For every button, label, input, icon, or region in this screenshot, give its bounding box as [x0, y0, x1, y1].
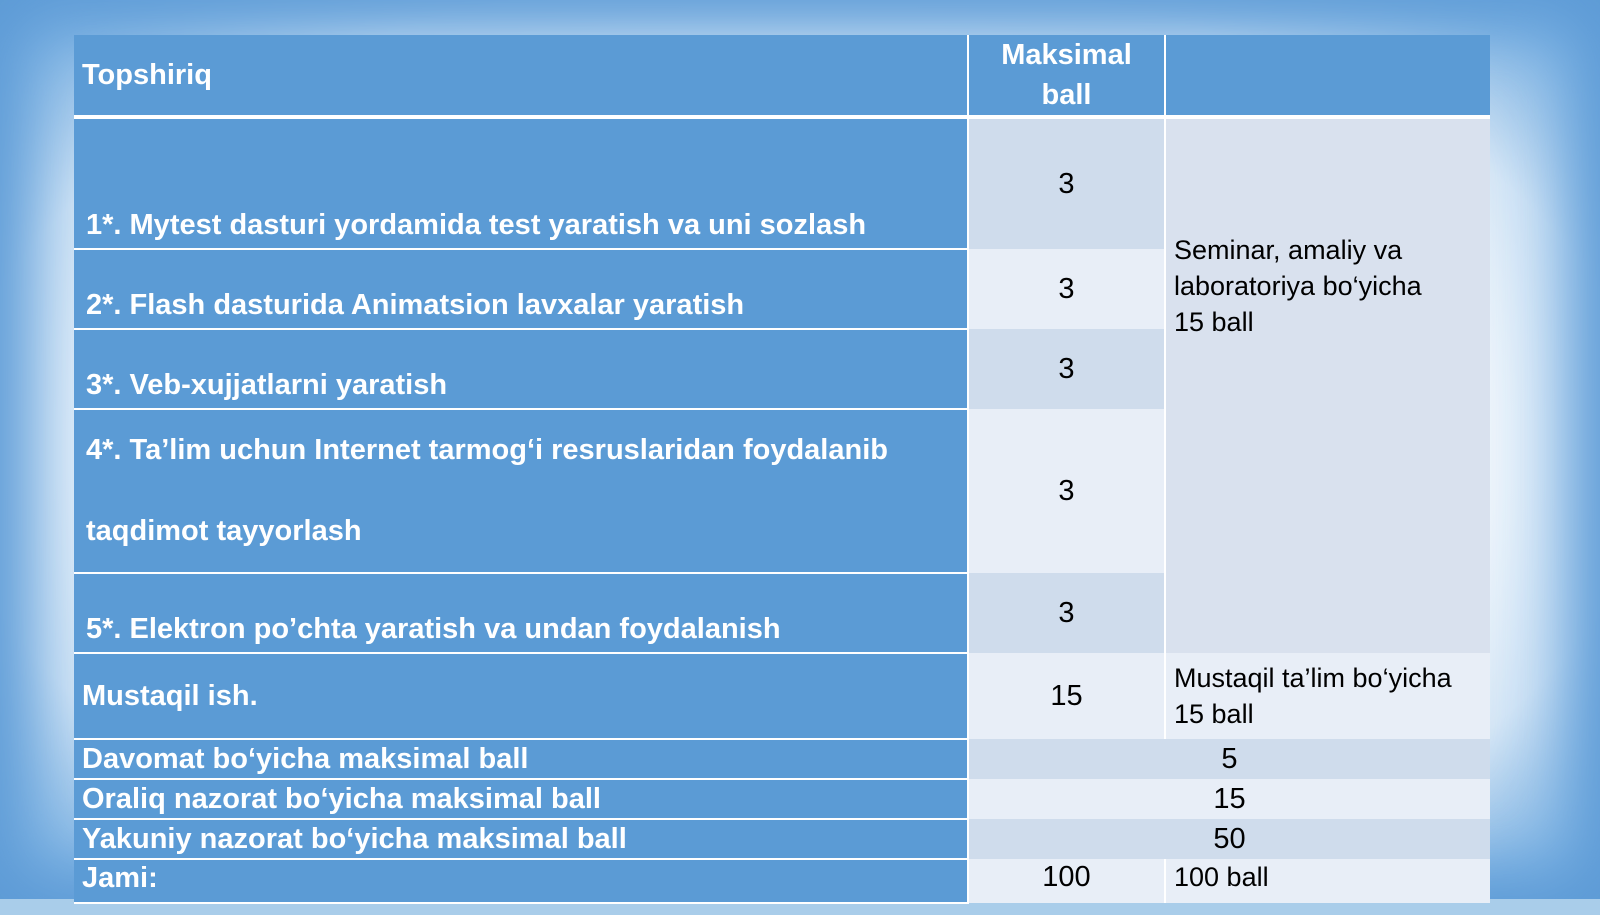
- task-ball: 3: [968, 409, 1165, 573]
- task-label: [74, 409, 968, 573]
- table-header-row: [74, 35, 1490, 117]
- table-row: [74, 653, 1490, 739]
- grading-table: [74, 35, 1490, 904]
- task-ball: 3: [968, 249, 1165, 329]
- grading-table-container: [74, 35, 1490, 915]
- independent-label: Mustaqil ish.: [74, 653, 968, 739]
- seminar-note-line3: 15 ball: [1174, 307, 1254, 337]
- task-ball: 3: [968, 117, 1165, 249]
- task-ball: 3: [968, 329, 1165, 409]
- task-label-line1: 4*. Ta’lim uchun Internet tarmog‘i resruslaridan foydalanib: [86, 434, 888, 466]
- task-label: 1*. Mytest dasturi yordamida test yaratish va uni sozlash: [74, 117, 968, 249]
- summary-value: 15: [968, 779, 1490, 819]
- table-row: [74, 739, 1490, 779]
- header-max-ball-line2: ball: [1041, 79, 1092, 111]
- summary-label: Yakuniy nazorat bo‘yicha maksimal ball: [74, 819, 968, 859]
- header-note: [1165, 35, 1490, 117]
- summary-label: Davomat bo‘yicha maksimal ball: [74, 739, 968, 779]
- summary-label: Oraliq nazorat bo‘yicha maksimal ball: [74, 779, 968, 819]
- table-row: [74, 779, 1490, 819]
- header-task: Topshiriq: [74, 35, 968, 117]
- task-label: 2*. Flash dasturida Animatsion lavxalar yaratish: [74, 249, 968, 329]
- table-row-total: [74, 859, 1490, 903]
- seminar-note-line2: laboratoriya bo‘yicha: [1174, 271, 1422, 301]
- total-ball: 100: [968, 859, 1165, 903]
- table-row: [74, 117, 1490, 249]
- independent-note: [1165, 653, 1490, 739]
- header-max-ball: [968, 35, 1165, 117]
- task-label: 5*. Elektron po’chta yaratish va undan foydalanish: [74, 573, 968, 653]
- independent-note-line2: 15 ball: [1174, 699, 1254, 729]
- table-row: [74, 819, 1490, 859]
- independent-note-line1: Mustaqil ta’lim bo‘yicha: [1174, 663, 1452, 693]
- task-ball: 3: [968, 573, 1165, 653]
- task-label-line2: taqdimot tayyorlash: [86, 515, 362, 547]
- independent-ball: 15: [968, 653, 1165, 739]
- summary-value: 5: [968, 739, 1490, 779]
- seminar-note: [1165, 117, 1490, 653]
- header-max-ball-line1: Maksimal: [1001, 39, 1132, 71]
- summary-value: 50: [968, 819, 1490, 859]
- task-label: 3*. Veb-xujjatlarni yaratish: [74, 329, 968, 409]
- total-note: 100 ball: [1165, 859, 1490, 903]
- total-label: Jami:: [74, 859, 968, 903]
- seminar-note-line1: Seminar, amaliy va: [1174, 235, 1403, 265]
